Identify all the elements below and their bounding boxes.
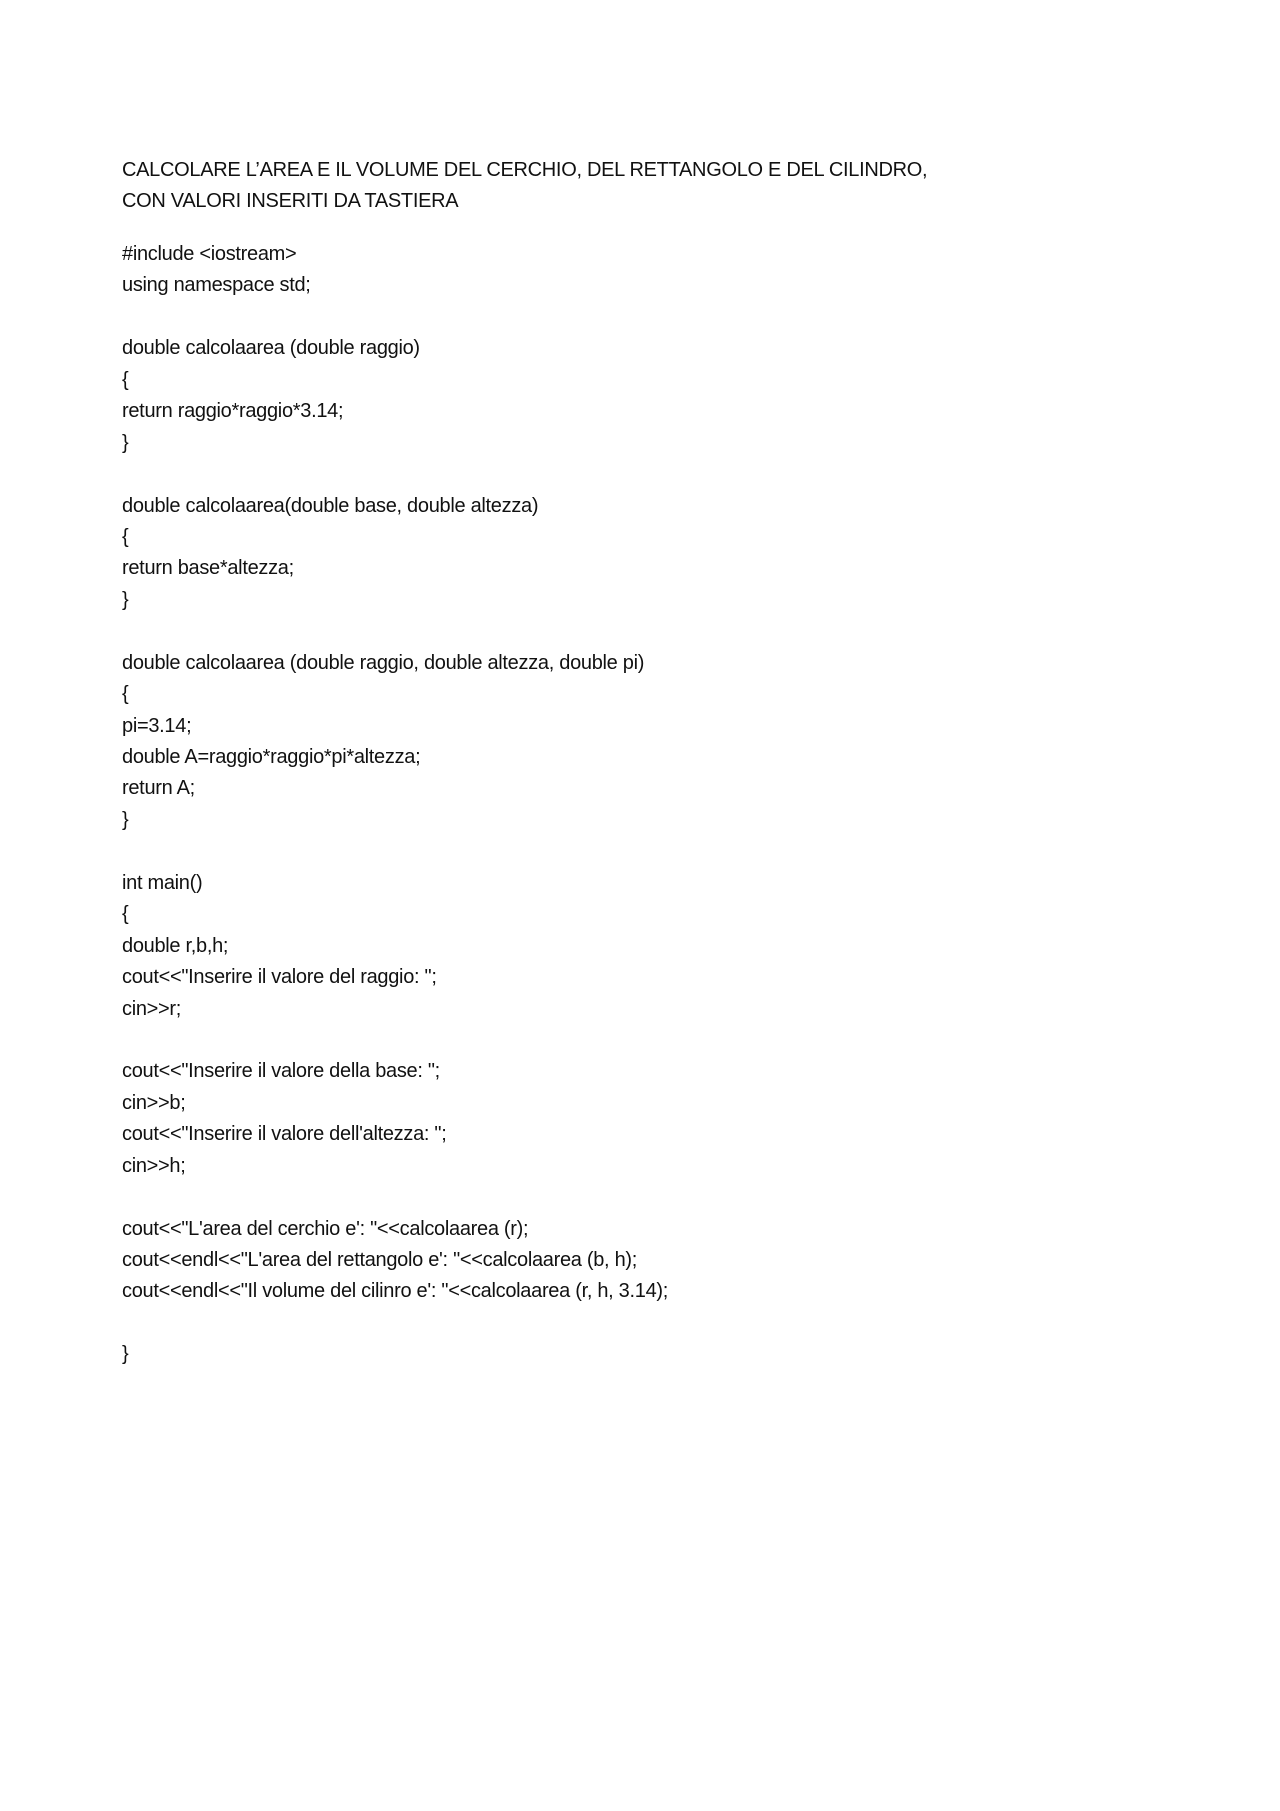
code-line: {	[122, 368, 129, 391]
code-line-blank	[122, 1308, 927, 1339]
code-line: double calcolaarea(double base, double altezza)	[122, 494, 539, 517]
code-line: cin>>r;	[122, 997, 182, 1020]
code-line: {	[122, 525, 129, 548]
code-line: cout<<"Inserire il valore della base: ";	[122, 1060, 440, 1083]
code-line: cout<<"L'area del cerchio e': "<<calcolaarea (r);	[122, 1217, 529, 1240]
code-block	[122, 239, 927, 1371]
document-body	[122, 155, 927, 1371]
code-line-blank	[122, 836, 927, 867]
code-line-blank	[122, 1182, 927, 1213]
document-title-line-2: CON VALORI INSERITI DA TASTIERA	[122, 190, 459, 212]
code-line: #include <iostream>	[122, 243, 297, 265]
code-line: cin>>h;	[122, 1154, 186, 1177]
code-line: double calcolaarea (double raggio, double altezza, double pi)	[122, 651, 645, 674]
code-line: cout<<endl<<"L'area del rettangolo e': "<<calcolaarea (b, h);	[122, 1249, 638, 1271]
code-line-blank	[122, 459, 927, 490]
code-line: cin>>b;	[122, 1091, 186, 1114]
code-line: using namespace std;	[122, 274, 311, 297]
code-line: pi=3.14;	[122, 714, 192, 737]
code-line: }	[122, 431, 129, 454]
code-line-blank	[122, 1025, 927, 1056]
code-line: cout<<"Inserire il valore del raggio: ";	[122, 966, 437, 989]
code-line-blank	[122, 302, 927, 333]
code-line: int main()	[122, 871, 203, 894]
spacer	[122, 217, 927, 239]
code-line-blank	[122, 616, 927, 647]
code-line: double calcolaarea (double raggio)	[122, 337, 420, 360]
code-line: }	[122, 1343, 129, 1366]
code-line: }	[122, 588, 129, 611]
code-line: {	[122, 683, 129, 706]
code-line: return A;	[122, 777, 195, 800]
code-line: {	[122, 903, 129, 926]
code-line: cout<<endl<<"Il volume del cilinro e': "<<calcolaarea (r, h, 3.14);	[122, 1280, 669, 1303]
code-line: double r,b,h;	[122, 934, 229, 957]
code-line: return raggio*raggio*3.14;	[122, 400, 344, 423]
code-line: }	[122, 808, 129, 831]
code-line: cout<<"Inserire il valore dell'altezza: ";	[122, 1123, 447, 1146]
document-title-line-1: CALCOLARE L’AREA E IL VOLUME DEL CERCHIO, DEL RETTANGOLO E DEL CILINDRO,	[122, 159, 928, 181]
code-line: double A=raggio*raggio*pi*altezza;	[122, 746, 421, 768]
code-line: return base*altezza;	[122, 557, 294, 580]
